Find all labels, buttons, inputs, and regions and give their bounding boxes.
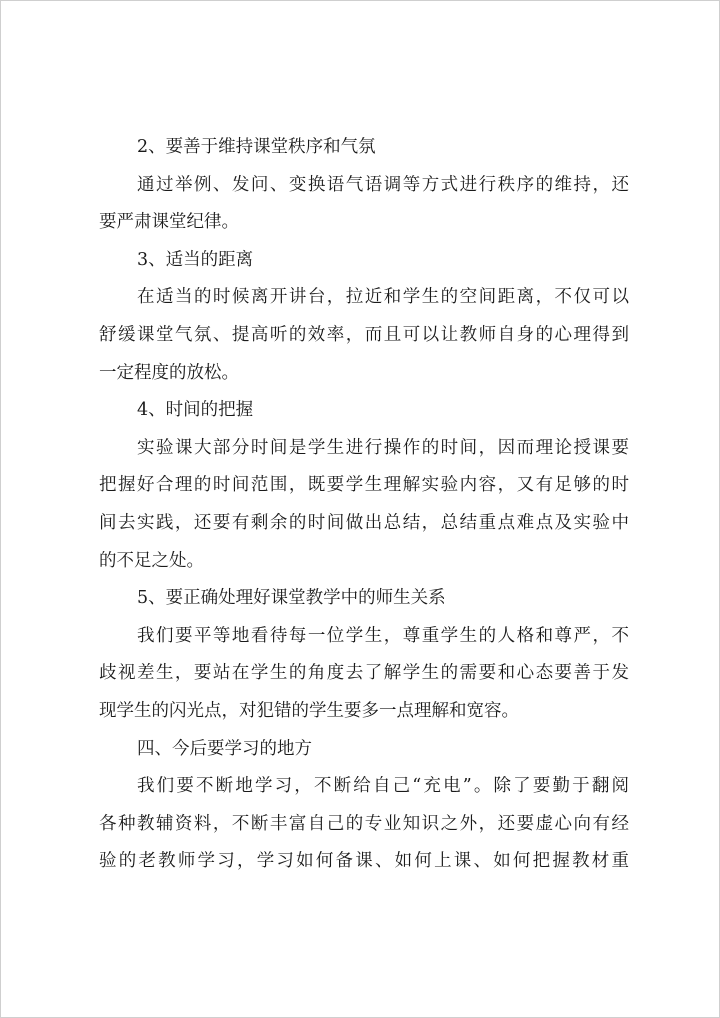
paragraph-line: 现学生的闪光点，对犯错的学生要多一点理解和宽容。 bbox=[99, 700, 519, 721]
document-body bbox=[99, 129, 629, 881]
paragraph-line: 把握好合理的时间范围，既要学生理解实验内容，又有足够的时 bbox=[99, 475, 629, 496]
paragraph-line: 间去实践，还要有剩余的时间做出总结，总结重点难点及实验中 bbox=[99, 512, 629, 533]
paragraph-line: 我们要不断地学习，不断给自己“充电”。除了要勤于翻阅 bbox=[137, 776, 629, 797]
paragraph-line: 我们要平等地看待每一位学生，尊重学生的人格和尊严，不 bbox=[137, 625, 629, 646]
paragraph-line: 歧视差生，要站在学生的角度去了解学生的需要和心态要善于发 bbox=[99, 663, 629, 684]
heading-relationship: 5、要正确处理好课堂教学中的师生关系 bbox=[137, 588, 446, 609]
heading-maintain-order: 2、要善于维持课堂秩序和气氛 bbox=[137, 137, 376, 157]
heading-distance: 3、适当的距离 bbox=[137, 249, 254, 270]
paragraph-line: 各种教辅资料，不断丰富自己的专业知识之外，还要虚心向有经 bbox=[99, 813, 629, 834]
paragraph-line: 要严肃课堂纪律。 bbox=[99, 212, 239, 233]
paragraph-line: 通过举例、发问、变换语气语调等方式进行秩序的维持，还 bbox=[137, 174, 629, 195]
paragraph-line: 的不足之处。 bbox=[99, 550, 204, 571]
paragraph-line: 在适当的时候离开讲台，拉近和学生的空间距离，不仅可以 bbox=[137, 287, 629, 308]
heading-time: 4、时间的把握 bbox=[137, 400, 254, 421]
paragraph-line: 验的老教师学习，学习如何备课、如何上课、如何把握教材重 bbox=[99, 851, 629, 872]
paragraph-line: 一定程度的放松。 bbox=[99, 362, 239, 383]
heading-future-learning: 四、今后要学习的地方 bbox=[137, 738, 312, 759]
paragraph-line: 实验课大部分时间是学生进行操作的时间，因而理论授课要 bbox=[137, 437, 629, 458]
paragraph-line: 舒缓课堂气氛、提高听的效率，而且可以让教师自身的心理得到 bbox=[99, 324, 629, 345]
